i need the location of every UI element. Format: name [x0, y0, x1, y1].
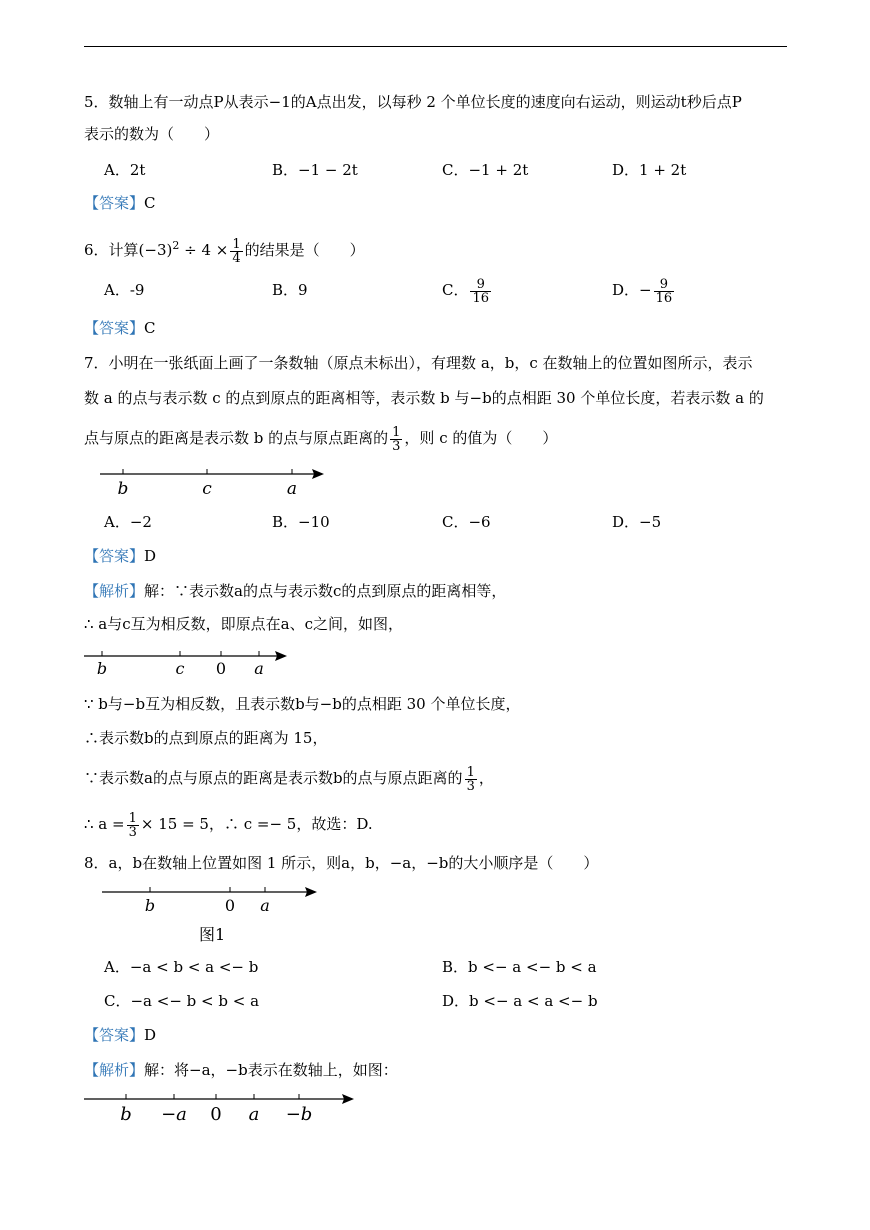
- answer-tag: 【答案】: [84, 194, 145, 212]
- q7-analysis-line4: ∴表示数b的点到原点的距离为 15，: [84, 729, 328, 747]
- q7-analysis-line5-post: ，: [478, 769, 494, 787]
- q6-fraction: [230, 238, 242, 265]
- answer-tag: 【答案】: [84, 1026, 145, 1044]
- label-0: 0: [224, 896, 236, 915]
- q8-figure-caption: 图1: [199, 925, 226, 944]
- q5-option-c: C．−1 + 2t: [442, 161, 529, 179]
- answer-tag: 【答案】: [84, 319, 145, 337]
- q5-stem-line1: 5．数轴上有一动点P从表示−1的A点出发，以每秒 2 个单位长度的速度向右运动，则运动t秒后点P: [84, 93, 742, 111]
- q7-fraction: [390, 426, 402, 453]
- frac-num: 1: [466, 764, 475, 780]
- q7-analysis-line6: [84, 808, 373, 840]
- label-b: b: [117, 479, 129, 499]
- q8-answer: [84, 1025, 156, 1045]
- q8-option-a: A．−a < b < a <− b: [104, 958, 259, 976]
- frac-den: 16: [472, 290, 490, 306]
- label-c: c: [175, 659, 185, 678]
- q7-answer: [84, 546, 156, 566]
- q7-stem-line3: [84, 422, 557, 454]
- q8-number-line-1: [98, 880, 328, 916]
- label-0: 0: [215, 659, 227, 678]
- q6-option-a: A．-9: [104, 281, 145, 299]
- label-b: b: [144, 896, 156, 915]
- q6-answer: [84, 318, 156, 338]
- q7-stem-line3-pre: 点与原点的距离是表示数 b 的点与原点距离的: [84, 429, 389, 447]
- q7-option-a: A．−2: [104, 513, 152, 531]
- q7-analysis-line6-pre: ∴ a =: [84, 815, 125, 833]
- q5-stem-line2: 表示的数为（ ）: [84, 125, 220, 143]
- q7-option-d: D．−5: [612, 513, 662, 531]
- label-a: a: [254, 659, 264, 678]
- q6-option-c-frac: [470, 278, 491, 305]
- q7-analysis-line1: [84, 581, 506, 601]
- q8-stem: 8．a，b在数轴上位置如图 1 所示，则a，b，−a，−b的大小顺序是（ ）: [84, 854, 599, 872]
- q7-number-line-2: [84, 645, 294, 679]
- q8-analysis-line1: [84, 1060, 398, 1080]
- q6-option-b: B．9: [272, 281, 308, 299]
- q6-option-d-label: D．−: [612, 281, 652, 299]
- analysis-text: 解：∵表示数a的点与表示数c的点到原点的距离相等，: [144, 582, 507, 600]
- q7-analysis-fraction-2: [127, 812, 139, 839]
- q6-stem-post: 的结果是（ ）: [244, 241, 365, 259]
- analysis-tag: 【解析】: [84, 1061, 145, 1079]
- q6-frac-num: 1: [232, 236, 241, 252]
- frac-den: 3: [392, 438, 401, 454]
- q7-stem-line2: 数 a 的点与表示数 c 的点到原点的距离相等，表示数 b 与−b的点相距 30 个单位长度，若表示数 a 的: [84, 389, 764, 407]
- answer-tag: 【答案】: [84, 547, 145, 565]
- q8-number-line-2: [84, 1088, 364, 1128]
- label-a: a: [286, 479, 298, 499]
- answer-value: C: [144, 194, 156, 212]
- label-neg-b: −b: [285, 1104, 313, 1125]
- q5-answer: [84, 193, 156, 213]
- q6-stem-pre: 6．计算(−3): [84, 241, 173, 259]
- frac-den: 3: [466, 778, 475, 794]
- label-b: b: [96, 659, 108, 678]
- q7-analysis-line3: ∵ b与−b互为相反数，且表示数b与−b的点相距 30 个单位长度，: [84, 695, 521, 713]
- frac-num: 1: [128, 810, 137, 826]
- q5-option-b: B．−1 − 2t: [272, 161, 358, 179]
- q6-stem-mid: ÷ 4 ×: [179, 241, 229, 259]
- q7-analysis-line5: [84, 762, 494, 794]
- q6-option-d-frac: [654, 278, 675, 305]
- q6-stem: [84, 232, 365, 265]
- q6-option-c-label: C．: [442, 281, 469, 299]
- frac-num: 9: [470, 278, 491, 292]
- frac-num: 1: [392, 424, 401, 440]
- label-neg-a: −a: [161, 1104, 187, 1125]
- answer-value: D: [144, 547, 157, 565]
- q6-option-c: [442, 274, 493, 306]
- label-0: 0: [210, 1104, 222, 1125]
- q7-analysis-fraction: [465, 766, 477, 793]
- frac-den: 16: [655, 290, 673, 306]
- q7-analysis-line5-pre: ∵表示数a的点与原点的距离是表示数b的点与原点距离的: [84, 769, 463, 787]
- label-a: a: [248, 1104, 260, 1125]
- q7-stem-line3-post: ，则 c 的值为（ ）: [404, 429, 558, 447]
- q8-option-b: B．b <− a <− b < a: [442, 958, 597, 976]
- frac-num: 9: [654, 278, 675, 292]
- label-c: c: [202, 479, 212, 499]
- q7-stem-line1: 7．小明在一张纸面上画了一条数轴（原点未标出），有理数 a，b，c 在数轴上的位置如图所示，表示: [84, 354, 753, 372]
- answer-value: C: [144, 319, 156, 337]
- answer-value: D: [144, 1026, 157, 1044]
- analysis-text: 解：将−a，−b表示在数轴上，如图：: [144, 1061, 398, 1079]
- q8-option-d: D．b <− a < a <− b: [442, 992, 598, 1010]
- q7-option-c: C．−6: [442, 513, 491, 531]
- q7-option-b: B．−10: [272, 513, 330, 531]
- q5-option-a: A．2t: [104, 161, 146, 179]
- label-a: a: [260, 896, 270, 915]
- q7-analysis-line2: ∴ a与c互为相反数，即原点在a、c之间，如图，: [84, 615, 404, 633]
- q6-frac-den: 4: [232, 250, 241, 266]
- q6-stem-sup: 2: [172, 239, 180, 252]
- q7-analysis-line6-post: × 15 = 5，∴ c =− 5，故选：D.: [140, 815, 373, 833]
- frac-den: 3: [128, 824, 137, 840]
- q6-option-d: [612, 274, 676, 306]
- analysis-tag: 【解析】: [84, 582, 145, 600]
- q8-option-c: C．−a <− b < b < a: [104, 992, 260, 1010]
- q5-option-d: D．1 + 2t: [612, 161, 687, 179]
- label-b: b: [120, 1104, 132, 1125]
- q7-number-line-1: [96, 462, 336, 502]
- header-rule: [84, 46, 787, 47]
